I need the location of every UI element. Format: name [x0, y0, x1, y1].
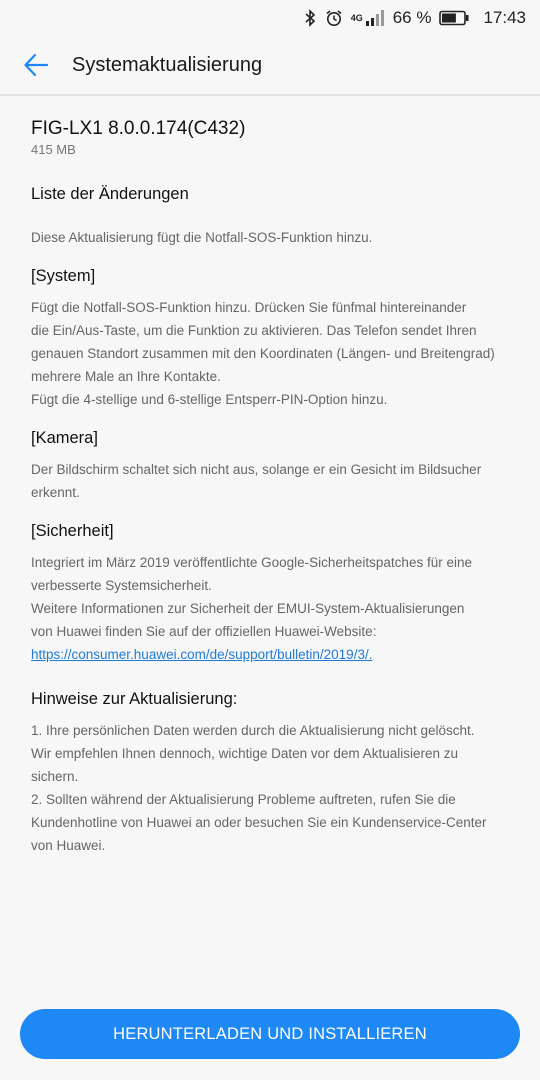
status-bar [0, 0, 540, 36]
text-line: Weitere Informationen zur Sicherheit der EMUI-System-Aktualisierungen [31, 601, 465, 616]
battery-percent: 66 % [392, 8, 432, 27]
notes-heading: Hinweise zur Aktualisierung: [31, 690, 238, 708]
text-line: 1. Ihre persönlichen Daten werden durch die Aktualisierung nicht gelöscht. [31, 723, 475, 738]
text-line: Integriert im März 2019 veröffentlichte Google-Sicherheitspatches für eine [31, 555, 472, 570]
text-line: Der Bildschirm schaltet sich nicht aus, solange er ein Gesicht im Bildsucher [31, 462, 482, 477]
signal-icon [351, 9, 385, 27]
category-camera-title: [Kamera] [31, 429, 98, 447]
text-line: genauen Standort zusammen mit den Koordinaten (Längen- und Breitengrad) [31, 346, 495, 361]
text-line: mehrere Male an Ihre Kontakte. [31, 369, 221, 384]
category-security-title: [Sicherheit] [31, 522, 114, 540]
category-security-text [31, 551, 512, 666]
category-camera-text [31, 458, 512, 504]
package-size: 415 MB [31, 142, 76, 157]
network-type-label: 4G [350, 13, 363, 23]
text-line: 2. Sollten während der Aktualisierung Probleme auftreten, rufen Sie die [31, 792, 456, 807]
app-bar [0, 36, 540, 96]
changes-heading: Liste der Änderungen [31, 185, 189, 203]
battery-icon [439, 10, 469, 26]
category-system-text [31, 296, 512, 411]
text-line: verbesserte Systemsicherheit. [31, 578, 212, 593]
alarm-icon [325, 9, 343, 27]
changes-intro: Diese Aktualisierung fügt die Notfall-SOS-Funktion hinzu. [31, 230, 373, 245]
text-line: von Huawei finden Sie auf der offiziellen Huawei-Website: [31, 624, 377, 639]
back-button[interactable] [18, 47, 54, 83]
text-line: Fügt die 4-stellige und 6-stellige Entsperr-PIN-Option hinzu. [31, 392, 388, 407]
download-install-button[interactable]: HERUNTERLADEN UND INSTALLIEREN [20, 1009, 520, 1059]
text-line: die Ein/Aus-Taste, um die Funktion zu aktivieren. Das Telefon sendet Ihren [31, 323, 477, 338]
text-line: Kundenhotline von Huawei an oder besuchen Sie ein Kundenservice-Center [31, 815, 487, 830]
release-notes [31, 118, 512, 857]
text-line: sichern. [31, 769, 79, 784]
text-line: Wir empfehlen Ihnen dennoch, wichtige Daten vor dem Aktualisieren zu [31, 746, 458, 761]
clock: 17:43 [483, 8, 526, 27]
package-name: FIG-LX1 8.0.0.174(C432) [31, 118, 246, 139]
text-line: erkennt. [31, 485, 80, 500]
text-line: von Huawei. [31, 838, 106, 853]
category-system-title: [System] [31, 267, 96, 285]
arrow-left-icon [23, 52, 49, 78]
security-bulletin-link[interactable]: https://consumer.huawei.com/de/support/bulletin/2019/3/. [31, 647, 373, 662]
notes-text [31, 719, 512, 857]
text-line: Fügt die Notfall-SOS-Funktion hinzu. Drücken Sie fünfmal hintereinander [31, 300, 467, 315]
bluetooth-icon [303, 9, 317, 27]
page-title: Systemaktualisierung [72, 53, 263, 76]
